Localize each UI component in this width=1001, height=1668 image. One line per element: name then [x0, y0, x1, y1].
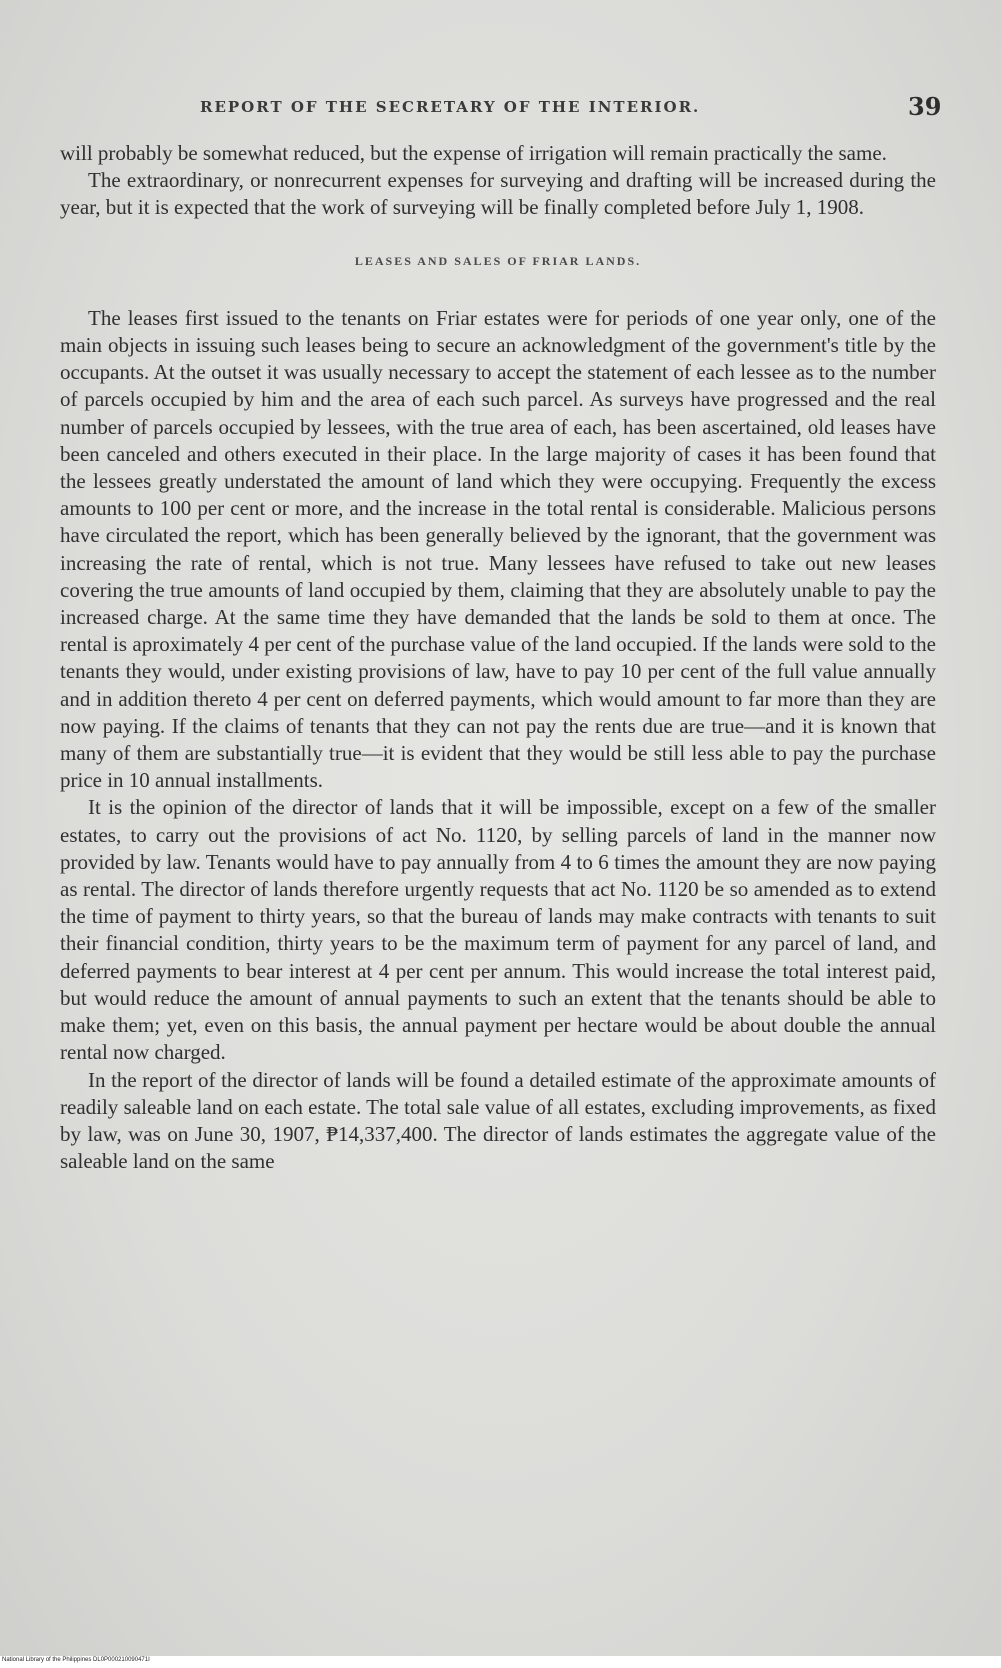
- section-title: LEASES AND SALES OF FRIAR LANDS.: [354, 253, 642, 268]
- paragraph: The leases first issued to the tenants on Friar estates were for periods of one year only, one of the main objects in issuing such leases being to secure an acknowledgment of the government's title by the occupants. At the outset it was usually necessary to accept the statement of each lessee as to the number of parcels occupied by him and the area of each such parcel. As surveys have progressed and the real number of parcels occupied by lessees, with the true area of each, has been ascertained, old leases have been canceled and others executed in their place. In the large majority of cases it has been found that the lessees greatly understated the amount of land which they were occupying. Frequently the excess amounts to 100 per cent or more, and the increase in the total rental is considerable. Malicious persons have circulated the report, which has been generally believed by the ignorant, that the government was increasing the rate of rental, which is not true. Many lessees have refused to take out new leases covering the true amounts of land occupied by them, claiming that they are absolutely unable to pay the increased charge. At the same time they have demanded that the lands be sold to them at once. The rental is aproximately 4 per cent of the purchase value of the land occupied. If the lands were sold to the tenants they would, under existing provisions of law, have to pay 10 per cent of the full value annually and in addition thereto 4 per cent on deferred payments, which would amount to far more than they are now paying. If the claims of tenants that they can not pay the rents due are true—and it is known that many of them are substantially true—it is evident that they would be still less able to pay the purchase price in 10 annual installments.: [60, 305, 936, 793]
- paragraph: The extraordinary, or nonrecurrent expenses for surveying and drafting will be increased during the year, but it is expected that the work of surveying will be finally completed before July 1, 1908.: [60, 168, 936, 220]
- paragraph: It is the opinion of the director of lands that it will be impossible, except on a few of the smaller estates, to carry out the provisions of act No. 1120, by selling parcels of land in the manner now provided by law. Tenants would have to pay annually from 4 to 6 times the amount they are now paying as rental. The director of lands therefore urgently requests that act No. 1120 be so amended as to extend the time of payment to thirty years, so that the bureau of lands may make contracts with tenants to suit their financial condition, thirty years to be the maximum term of payment for any parcel of land, and deferred payments to bear interest at 4 per cent per annum. This would increase the total interest paid, but would reduce the amount of annual payments to such an extent that the tenants should be able to make them; yet, even on this basis, the annual payment per hectare would be about double the annual rental now charged.: [60, 795, 936, 1065]
- running-head: REPORT OF THE SECRETARY OF THE INTERIOR.: [200, 98, 701, 116]
- page-number: 39: [908, 92, 942, 121]
- body-text: [60, 140, 936, 1175]
- scan-footer: [0, 1656, 1001, 1668]
- footer-text: National Library of the Philippines DL0P000210090471I: [2, 1657, 150, 1663]
- paragraph: In the report of the director of lands will be found a detailed estimate of the approximate amounts of readily saleable land on each estate. The total sale value of all estates, excluding improvements, as fixed by law, was on June 30, 1907, ₱14,337,400. The director of lands estimates the aggregate value of the saleable land on the same: [60, 1067, 936, 1174]
- page-header: [0, 92, 1001, 122]
- paragraph: will probably be somewhat reduced, but the expense of irrigation will remain practically the same.: [60, 141, 887, 165]
